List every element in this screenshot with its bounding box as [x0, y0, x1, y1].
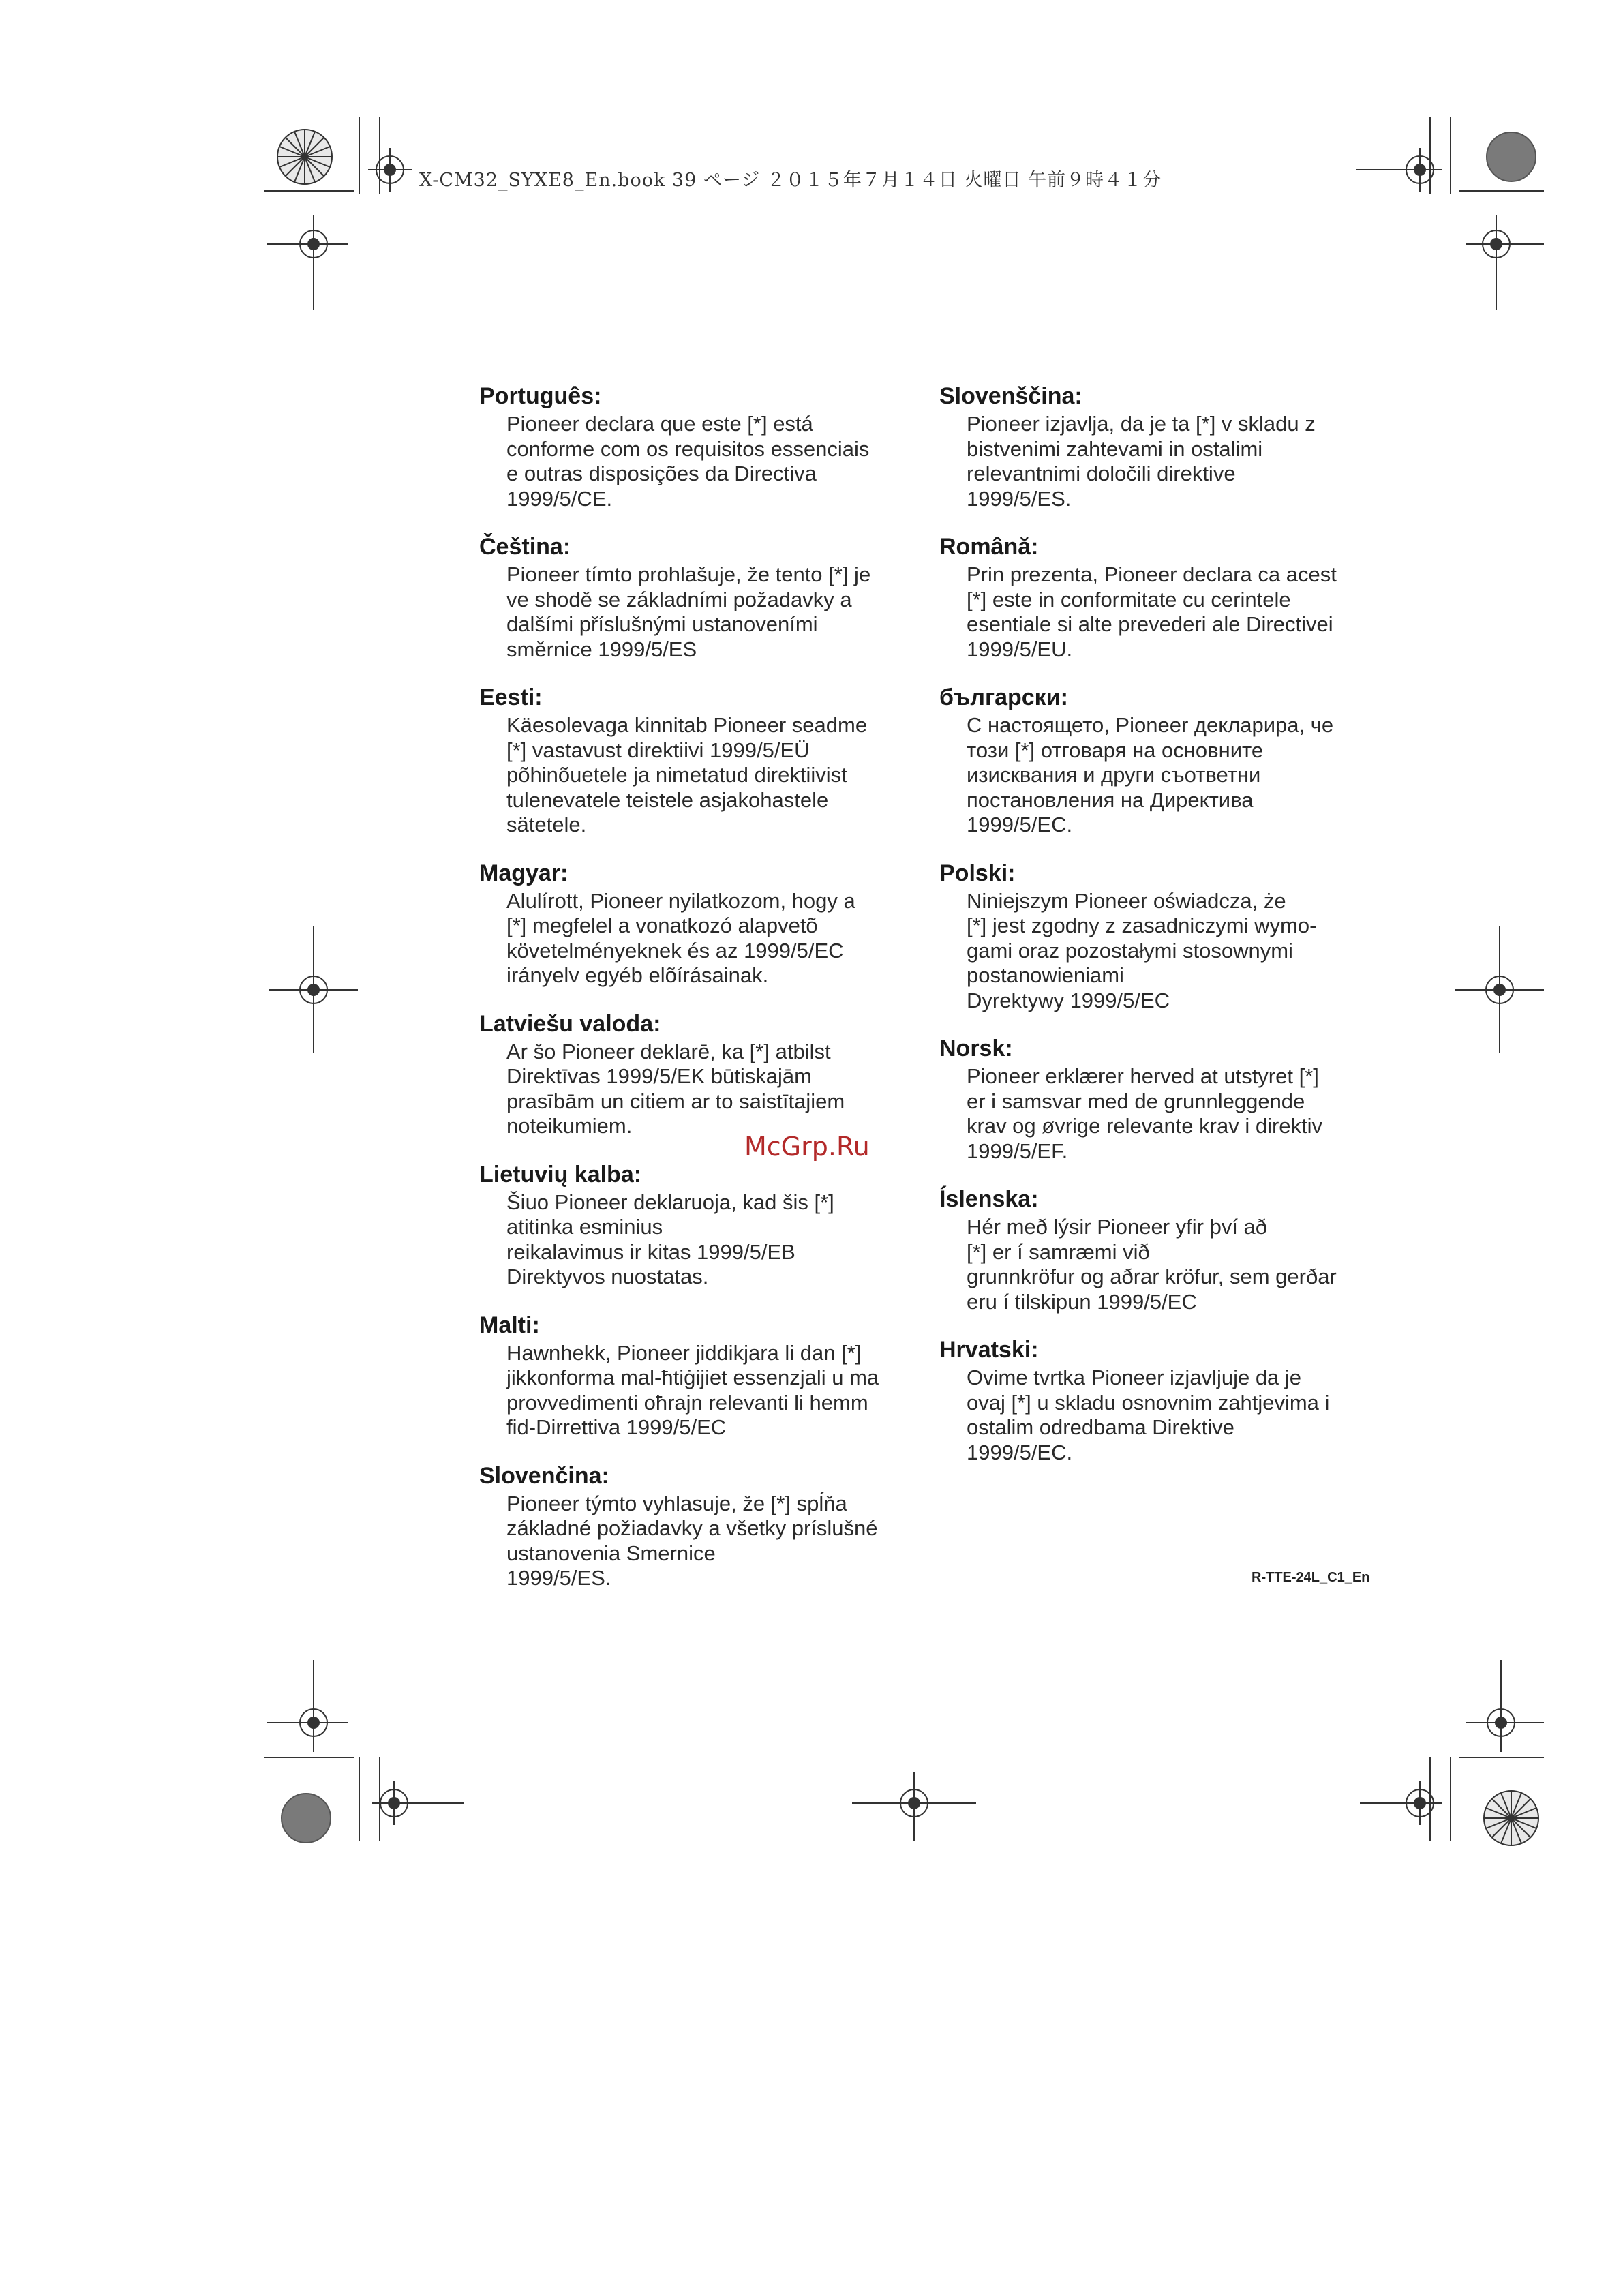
declaration-text: Pioneer tímto prohlašuje, že tento [*] je ve shodě se základními požadavky a dalšími příslušnými ustanoveními směrnice 1999/5/ES [506, 562, 871, 661]
crosshair-icon [1466, 222, 1544, 266]
left-column [479, 382, 915, 1612]
declaration-text: Hawnhekk, Pioneer jiddikjara li dan [*] jikkonforma mal-ħtiġijiet essenzjali u ma provvedimenti oħrajn relevanti li hemm fid-Dirrettiva 1999/5/EC [506, 1340, 879, 1439]
declaration-text: Pioneer izjavlja, da je ta [*] v skladu z bistvenimi zahtevami in ostalimi relevantnimi določili direktive 1999/5/ES. [967, 412, 1316, 511]
crosshair-icon [269, 926, 358, 1053]
declaration-text: Pioneer erklærer herved at utstyret [*] er i samsvar med de grunnleggende krav og øvrige relevante krav i direktiv 1999/5/EF. [967, 1064, 1323, 1163]
declaration-text: Prin prezenta, Pioneer declara ca acest [*] este in conformitate cu cerintele esentiale si alte prevederi ale Directivei 1999/5/EU. [967, 562, 1337, 661]
watermark: McGrp.Ru [744, 1132, 870, 1162]
declaration-text: Käesolevaga kinnitab Pioneer seadme [*] vastavust direktiivi 1999/5/EÜ põhinõuetele ja nimetatud direktiivist tulenevatele teistele asjakohastele sätetele. [506, 713, 868, 836]
declaration-text: Alulírott, Pioneer nyilatkozom, hogy a [*] megfelel a vonatkozó alapvetõ követelményeknek és az 1999/5/EC irányelv egyéb elõírásainak. [506, 888, 855, 987]
language-heading: Íslenska: [939, 1186, 1039, 1212]
language-entry [479, 683, 915, 838]
language-heading: Čeština: [479, 534, 571, 560]
crosshair-icon [1455, 926, 1544, 1053]
language-heading: Lietuvių kalba: [479, 1161, 642, 1188]
document-code: R-TTE-24L_C1_En [1252, 1570, 1370, 1585]
crosshair-icon [292, 222, 335, 266]
language-heading: Magyar: [479, 860, 568, 886]
crosshair-icon [372, 1781, 464, 1825]
language-heading: Polski: [939, 860, 1016, 886]
crosshair-icon [1398, 148, 1442, 192]
language-entry [479, 1010, 915, 1139]
language-heading: Malti: [479, 1312, 540, 1338]
declaration-text: С настоящето, Pioneer декларира, че този [*] отговаря на основните изисквания и други съответни постановления на Директива 1999/5/EC. [967, 713, 1334, 836]
language-entry [939, 683, 1376, 838]
crosshair-icon [1466, 1701, 1544, 1744]
language-heading: Română: [939, 534, 1039, 560]
declaration-text: Pioneer declara que este [*] está conforme com os requisitos essenciais e outras disposições da Directiva 1999/5/CE. [506, 412, 870, 511]
language-entry [479, 382, 915, 511]
crosshair-icon [852, 1772, 976, 1841]
language-entry [939, 382, 1376, 511]
crosshair-icon [292, 1701, 335, 1744]
language-entry [939, 1034, 1376, 1164]
language-entry [479, 532, 915, 662]
language-entry [939, 532, 1376, 662]
crosshair-icon [368, 148, 412, 192]
language-heading: Slovenščina: [939, 383, 1082, 409]
language-entry [939, 859, 1376, 1014]
language-entry [479, 1462, 915, 1591]
declaration-text: Ovime tvrtka Pioneer izjavljuje da je ovaj [*] u skladu osnovnim zahtjevima i ostalim odredbama Direktive 1999/5/EC. [967, 1365, 1330, 1464]
language-entry [479, 1311, 915, 1440]
right-column [939, 382, 1376, 1486]
language-entry [939, 1335, 1376, 1465]
language-entry [939, 1185, 1376, 1314]
declaration-text: Niniejszym Pioneer oświadcza, że [*] jest zgodny z zasadniczymi wymo- gami oraz pozostałymi stosownymi postanowieniami Dyrektywy 1999/5/EC [967, 888, 1317, 1012]
declaration-text: Pioneer týmto vyhlasuje, že [*] spĺňa základné požiadavky a všetky príslušné ustanovenia Smernice 1999/5/ES. [506, 1491, 878, 1590]
language-heading: Hrvatski: [939, 1337, 1039, 1363]
declaration-text: Hér með lýsir Pioneer yfir því að [*] er í samræmi við grunnkröfur og aðrar kröfur, sem gerðar eru í tilskipun 1999/5/EC [967, 1215, 1337, 1314]
starburst-icon [277, 130, 332, 184]
declaration-text: Šiuo Pioneer deklaruoja, kad šis [*] atitinka esminius reikalavimus ir kitas 1999/5/EB Direktyvos nuostatas. [506, 1190, 834, 1288]
declaration-text: Ar šo Pioneer deklarē, ka [*] atbilst Direktīvas 1999/5/EK būtiskajām prasībām un citiem ar to saistītajiem noteikumiem. [506, 1039, 845, 1138]
language-heading: български: [939, 684, 1068, 710]
language-heading: Eesti: [479, 684, 543, 710]
language-heading: Português: [479, 383, 602, 409]
language-heading: Slovenčina: [479, 1462, 609, 1489]
language-entry [479, 859, 915, 988]
language-entry [479, 1160, 915, 1290]
starburst-icon [1484, 1791, 1538, 1845]
print-header: X-CM32_SYXE8_En.book 39 ページ ２０１５年７月１４日 火曜日 午前９時４１分 [419, 170, 1162, 191]
language-heading: Latviešu valoda: [479, 1010, 661, 1037]
language-heading: Norsk: [939, 1036, 1013, 1061]
